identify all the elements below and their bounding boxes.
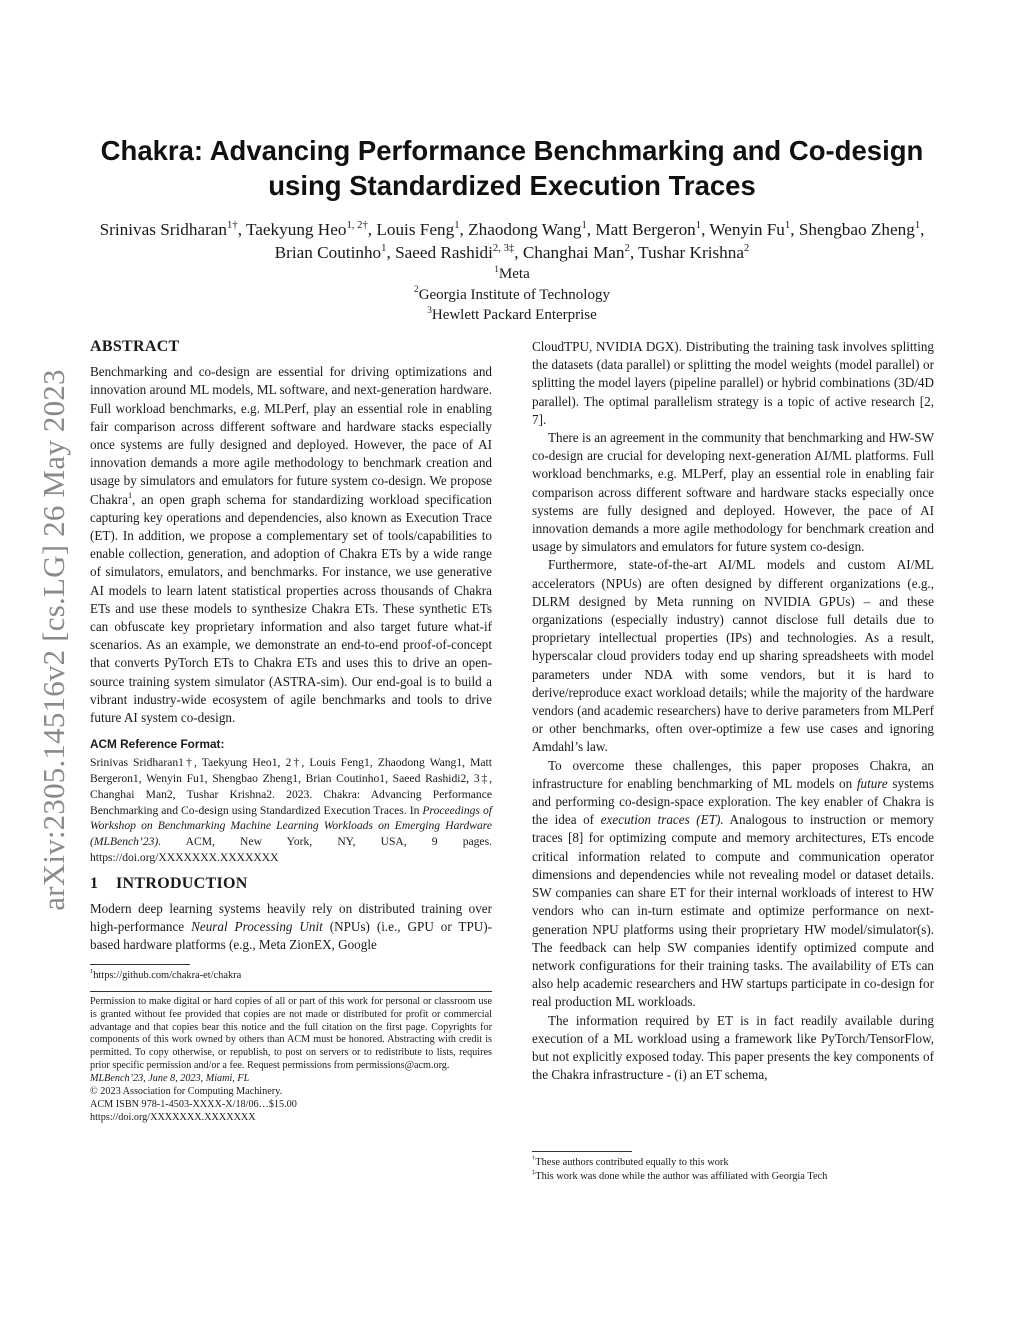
section-heading-introduction: 1 INTRODUCTION (90, 875, 248, 893)
author: Srinivas Sridharan$^{1\dagger}$ (99, 219, 238, 239)
author-note: †These authors contributed equally to this work (532, 1155, 729, 1168)
paper-title: Chakra: Advancing Performance Benchmarking and Co-design using Standardized Execution Traces (100, 135, 924, 201)
abstract-heading: ABSTRACT (90, 338, 180, 355)
acm-reference-text: Srinivas Sridharan1†, Taekyung Heo1, 2†, Louis Feng1, Zhaodong Wang1, Matt Bergeron1, Wenyin Fu1, Shengbao Zheng1, Brian Coutinho1, Saeed Rashidi2, 3‡, Changhai Man2, Tushar Krishna2. 2023. Chakra: Advancing Performance Benchmarking and Co-design using Standardized Execution Traces. In Proceedings of Workshop on Benchmarking Machine Learning Workloads on Emerging Hardware (MLBench’23). ACM, New York, NY, USA, 9 pages. https://doi.org/XXXXXXX.XXXXXXX (90, 756, 492, 864)
author: Wenyin Fu$^1$ (709, 219, 791, 239)
abstract-body: Benchmarking and co-design are essential for driving optimizations and innovation around ML models, ML software, and next-generation hardware. Full workload benchmarks, e.g. MLPerf, play an essential role in enabling fair comparison across different software and hardware stacks especially once systems are fully designed and deployed. However, the pace of AI innovation demands a more agile methodology to benchmark creation and usage by simulators and emulators for future system co-design. We propose Chakra$^1$, an open graph schema for standardizing workload specification capturing key operations and dependencies, also known as Execution Trace (ET). In addition, we propose a complementary set of tools/capabilities to enable collection, generation, and adoption of Chakra ETs by a wide range of simulators, emulators, and benchmarks. For instance, we use generative AI models to learn latent statistical properties across thousands of Chakra ETs and use these models to synthesize Chakra ETs. These synthetic ETs can obfuscate key proprietary information and also target future what-if scenarios. As an example, we demonstrate an end-to-end proof-of-concept that converts PyTorch ETs to Chakra ETs and uses this to drive an open-source training system simulator (ASTRA-sim). Our end-goal is to build a vibrant industry-wide ecosystem of agile benchmarks and tools to drive future AI system co-design. (90, 364, 492, 726)
arxiv-identifier: arXiv:2305.14516v2 [cs.LG] 26 May 2023 (36, 369, 71, 911)
author-note: ‡This work was done while the author was affiliated with Georgia Tech (532, 1168, 828, 1182)
intro-paragraph: The information required by ET is in fact readily available during execution of a ML workload using a framework like PyTorch/TensorFlow, but not explicitly exposed today. This paper presents the key components of the Chakra infrastructure - (i) an ET schema, (532, 1012, 934, 1083)
copyright-line: © 2023 Association for Computing Machinery. (90, 1086, 283, 1098)
author: Brian Coutinho$^1$ (274, 242, 387, 262)
permission-notice: Permission to make digital or hard copies of all or part of this work for personal or classroom use is granted without fee provided that copies are not made or distributed for profit or commercial advantage and that copies bear this notice and the full citation on the first page. Copyrights for components of this work owned by others than ACM must be honored. Abstracting with credit is permitted. To copy otherwise, or republish, to post on servers or to redistribute to lists, requires prior specific permission and/or a fee. Request permissions from permissions@acm.org. (90, 995, 492, 1072)
author-list: Srinivas Sridharan$^{1\dagger}$, Taekyung Heo$^{1, 2\dagger}$, Louis Feng$^1$, Zhaodong Wang$^1$, Matt Bergeron$^1$, Wenyin Fu$^1$, Shengbao Zheng$^1$, Brian Coutinho$^1$, Saeed Rashidi$^{2, 3\ddagger}$, Changhai Man$^2$, Tushar Krishna$^2$ (99, 219, 925, 262)
author: Changhai Man$^2$ (522, 242, 630, 262)
footnote-url[interactable]: $^1$https://github.com/chakra-et/chakra (90, 968, 242, 982)
author: Saeed Rashidi$^{2, 3\ddagger}$ (395, 242, 515, 262)
intro-paragraph: Modern deep learning systems heavily rely on distributed training over high-performance Neural Processing Unit (NPUs) (i.e., GPU or TPU)-based hardware platforms (e.g., Meta ZionEX, Google (90, 900, 492, 952)
doi-link[interactable]: https://doi.org/XXXXXXX.XXXXXXX (90, 1111, 256, 1123)
author: Taekyung Heo$^{1, 2\dagger}$ (245, 219, 368, 239)
affiliation: $^3$Hewlett Packard Enterprise (427, 305, 597, 323)
isbn-line: ACM ISBN 978-1-4503-XXXX-X/18/06…$15.00 (90, 1098, 297, 1110)
author: Matt Bergeron$^1$ (595, 219, 702, 239)
right-column (532, 338, 934, 1084)
author: Shengbao Zheng$^1$ (798, 219, 921, 239)
intro-paragraph: Furthermore, state-of-the-art AI/ML models and custom AI/ML accelerators (NPUs) are often designed by different organizations (e.g., DLRM designed by Meta running on NVIDIA GPUs) – and these organizations (especially industry) cannot disclose full details due to proprietary intellectual properties (IPs) and technologies. As a result, hyperscalar cloud providers today end up sharing spreadsheets with model parameters under NDA with some vendors, but it is hard to derive/reproduce exact workload details; while the majority of the hardware vendors (and academic researchers) have to derive parameters from MLPerf or other benchmarks, often over-optimize a few use cases and ignoring Amdahl’s law. (532, 557, 934, 755)
footnote-divider (532, 1151, 632, 1152)
footnote-divider (90, 964, 190, 965)
intro-paragraph: CloudTPU, NVIDIA DGX). Distributing the training task involves splitting the datasets (data parallel) or splitting the model weights (model parallel) or splitting the model layers (pipeline parallel) or hybrid combinations (3D/4D parallel). The optimal parallelism strategy is a topic of active research [2, 7]. (532, 339, 934, 427)
author: Zhaodong Wang$^1$ (468, 219, 587, 239)
intro-paragraph: To overcome these challenges, this paper proposes Chakra, an infrastructure for enabling benchmarking of ML models on future systems and performing co-design-space exploration. The key enabler of Chakra is the idea of execution traces (ET). Analogous to instruction or memory traces [8] for optimizing compute and memory architectures, ETs encode critical information related to compute and communication operator dimensions and dependencies while not revealing model or dataset details. SW companies can share ET for their internal workloads of interest to HW vendors who can in-turn estimate and optimize performance on next-generation NPU platforms using their proprietary HW model/simulator(s). The feedback can help SW companies identify optimized compute and network configurations for their training tasks. The availability of ETs can also help academic researchers and HW startups participate in co-design for real production ML workloads. (532, 757, 934, 1010)
acm-reference-heading: ACM Reference Format: (90, 737, 225, 752)
author-notes (532, 1151, 934, 1183)
intro-paragraph: There is an agreement in the community that benchmarking and HW-SW co-design are crucial for developing next-generation AI/ML platforms. Full workload benchmarks, e.g. MLPerf, play an essential role in enabling fair comparison across different software and hardware stacks especially once systems are fully designed and deployed. However, the pace of AI innovation demands a more agile methodology for benchmark creation and usage by simulators and emulators for future system co-design. (532, 430, 934, 555)
affiliation-list (200, 264, 824, 326)
author: Louis Feng$^1$ (376, 219, 460, 239)
author: Tushar Krishna$^2$ (638, 242, 750, 262)
affiliation: $^1$Meta (494, 264, 530, 282)
permission-divider (90, 991, 492, 992)
left-column (90, 338, 492, 1125)
venue-line: MLBench’23, June 8, 2023, Miami, FL (90, 1073, 250, 1085)
affiliation: $^2$Georgia Institute of Technology (414, 285, 610, 303)
